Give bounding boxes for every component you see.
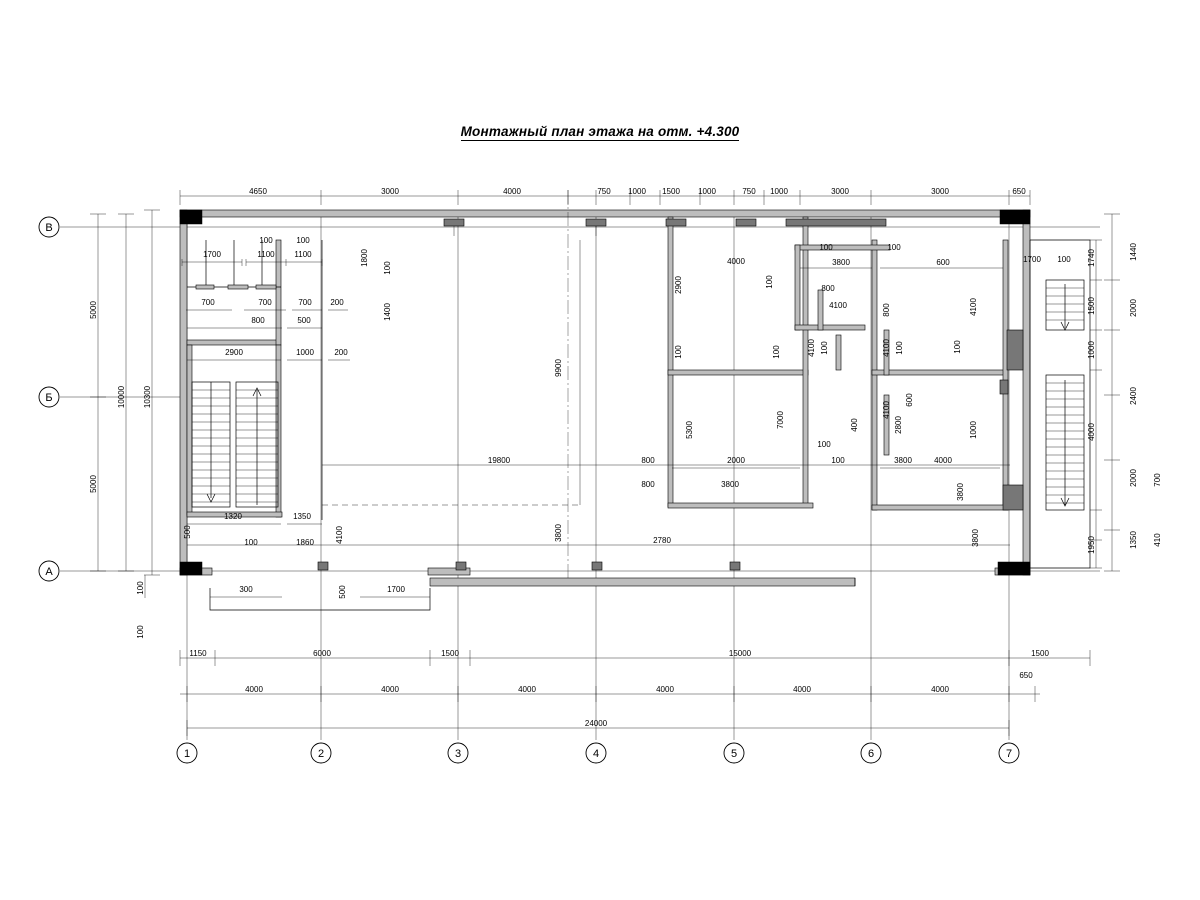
dim-7000: 400	[850, 418, 859, 432]
dim-800d: 4100	[807, 339, 816, 357]
dim-2000a: 3800	[832, 258, 850, 267]
axis-markers-vertical	[39, 217, 1100, 581]
dim-1100a: 1100	[257, 250, 275, 259]
dim-200a: 200	[330, 298, 344, 307]
dim-4100a: 100	[244, 538, 258, 547]
dim-right2-1350: 1350	[1129, 531, 1138, 549]
dim-700a: 700	[201, 298, 215, 307]
dim-100a: 100	[259, 236, 273, 245]
dim-100j: 100	[820, 341, 829, 355]
dim-100h: 100	[819, 243, 833, 252]
dim-bay-1: 4000	[245, 685, 263, 694]
dimension-chain-right	[1023, 214, 1162, 571]
dim-800a: 800	[251, 316, 265, 325]
dim-1320: 1350	[293, 512, 311, 521]
dim-2800: 2800	[894, 416, 903, 434]
dimension-chain-bottom	[180, 649, 1090, 736]
dim-right-1440: 1440	[1129, 243, 1138, 261]
dim-top-3000c: 3000	[931, 187, 949, 196]
building-outer-walls	[180, 210, 1090, 575]
stair-run-right-upper	[1046, 280, 1084, 330]
dim-800f: 4100	[882, 401, 891, 419]
dim-19800: 2780	[653, 536, 671, 545]
dim-800e: 4100	[882, 339, 891, 357]
dim-100g: 100	[772, 345, 781, 359]
dim-bay-650: 650	[1019, 671, 1033, 680]
axis-label-V: В	[45, 222, 53, 234]
dim-800c: 4100	[829, 301, 847, 310]
dim-2000b: 100	[831, 456, 845, 465]
dim-left-10300: 10300	[143, 385, 152, 409]
dim-bay-5: 4000	[793, 685, 811, 694]
stair-run-left	[192, 382, 230, 507]
dim-100i: 100	[887, 243, 901, 252]
dim-200b: 200	[334, 348, 348, 357]
dim-1350a: 4100	[335, 526, 344, 544]
dim-bottom-1150: 1150	[189, 649, 207, 658]
dim-bottom-15000: 15000	[728, 649, 752, 658]
dim-1700c: 3800	[971, 529, 980, 547]
dim-left-10000: 10000	[117, 385, 126, 409]
dim-right-2400: 2400	[1129, 387, 1138, 405]
dim-100m: 100	[817, 440, 831, 449]
dim-700c: 700	[298, 298, 312, 307]
dim-left-5000a: 5000	[89, 301, 98, 319]
dim-500c: 1700	[387, 585, 405, 594]
dim-100n: 3800	[894, 456, 912, 465]
dim-right2-4000: 4000	[1087, 423, 1096, 441]
axis-label-4: 4	[592, 748, 600, 760]
dim-bay-4: 4000	[656, 685, 674, 694]
dim-1700b: 3800	[554, 524, 563, 542]
dim-100l: 100	[895, 341, 904, 355]
dim-top-4000: 4000	[503, 187, 521, 196]
dim-right2-1000: 1000	[1087, 341, 1096, 359]
dimension-chain-left	[89, 210, 160, 639]
dim-right-1000a: 1700	[1023, 255, 1041, 264]
dim-right-1000b: 100	[1057, 255, 1071, 264]
axis-label-5: 5	[730, 748, 738, 760]
dim-700b: 700	[258, 298, 272, 307]
dim-total-24000: 24000	[584, 719, 608, 728]
dim-top-750b: 750	[742, 187, 756, 196]
dim-bottom-1500b: 1500	[1031, 649, 1049, 658]
dim-top-750a: 750	[597, 187, 611, 196]
axis-label-7: 7	[1005, 748, 1013, 760]
dim-top-1000a: 1000	[628, 187, 646, 196]
dim-bottom-6000: 6000	[313, 649, 331, 658]
dim-1800: 1800	[360, 249, 369, 267]
stair-run-right-lower	[1046, 375, 1084, 510]
dim-bay-2: 4000	[381, 685, 399, 694]
dim-500b: 300	[239, 585, 253, 594]
dim-right2-1500: 1500	[1087, 297, 1096, 315]
dim-1000d: 1000	[296, 348, 314, 357]
dim-100p: 3800	[956, 483, 965, 501]
dim-100k: 800	[882, 303, 891, 317]
dim-right3-1950: 1950	[1087, 536, 1096, 554]
dim-4100c: 1000	[969, 421, 978, 439]
dim-top-1500: 1500	[662, 187, 680, 196]
dim-5300: 7000	[776, 411, 785, 429]
dim-1100b: 1100	[294, 250, 312, 259]
dim-100d: 1860	[296, 538, 314, 547]
dim-4100b: 5300	[685, 421, 694, 439]
dim-4000c: 4100	[969, 298, 978, 316]
dim-400: 800	[641, 480, 655, 489]
dim-right2-1740: 1740	[1087, 249, 1096, 267]
dim-bay-3: 4000	[518, 685, 536, 694]
dim-100o: 100	[953, 340, 962, 354]
dim-9900: 19800	[487, 456, 511, 465]
dim-3800c: 600	[936, 258, 950, 267]
dim-100c: 100	[383, 261, 392, 275]
dim-right2-410: 410	[1153, 533, 1162, 547]
dim-100e: 100	[674, 345, 683, 359]
dim-2780: 1320	[224, 512, 242, 521]
dim-right-2000a: 2000	[1129, 299, 1138, 317]
dim-right-700: 700	[1153, 473, 1162, 487]
dim-2900a: 2900	[225, 348, 243, 357]
dim-100f: 800	[641, 456, 655, 465]
dim-1700: 1700	[203, 250, 221, 259]
dim-left-500b: 100	[136, 625, 145, 639]
dim-left-500a: 100	[136, 581, 145, 595]
dimension-chain-top	[180, 187, 1030, 205]
dim-top-650: 650	[1012, 187, 1026, 196]
dim-bottom-1500a: 1500	[441, 649, 459, 658]
dim-3800a: 4000	[727, 257, 745, 266]
dim-top-3000a: 3000	[381, 187, 399, 196]
dim-500a: 500	[297, 316, 311, 325]
page-title-text: Монтажный план этажа на отм. +4.300	[460, 124, 740, 139]
axis-label-A: А	[45, 566, 53, 578]
dim-4000b: 2900	[674, 276, 683, 294]
dim-top-1000c: 1000	[770, 187, 788, 196]
axis-markers-horizontal	[177, 210, 1019, 763]
dim-1400: 1400	[383, 303, 392, 321]
stair-run-mid	[236, 382, 278, 507]
axis-label-6: 6	[867, 748, 875, 760]
dim-2900b: 100	[765, 275, 774, 289]
axis-label-1: 1	[183, 748, 191, 760]
dim-top-1000b: 1000	[698, 187, 716, 196]
dim-bay-6: 4000	[931, 685, 949, 694]
dim-600: 800	[821, 284, 835, 293]
dim-3800b: 2000	[727, 456, 745, 465]
dim-left-5000b: 5000	[89, 475, 98, 493]
dim-1860: 500	[183, 525, 192, 539]
dim-100b: 100	[296, 236, 310, 245]
dim-600b: 600	[905, 393, 914, 407]
interior-partitions	[187, 217, 1023, 610]
axis-label-2: 2	[317, 748, 325, 760]
dim-right-2000b: 2000	[1129, 469, 1138, 487]
dim-top-3000b: 3000	[831, 187, 849, 196]
interior-dimension-labels	[183, 236, 980, 599]
dim-3800d: 4000	[934, 456, 952, 465]
axis-label-B: Б	[45, 392, 53, 404]
dim-top-4650: 4650	[249, 187, 267, 196]
axis-label-3: 3	[454, 748, 462, 760]
dim-8300: 9900	[554, 359, 563, 377]
dim-300: 500	[338, 585, 347, 599]
dim-800b: 3800	[721, 480, 739, 489]
